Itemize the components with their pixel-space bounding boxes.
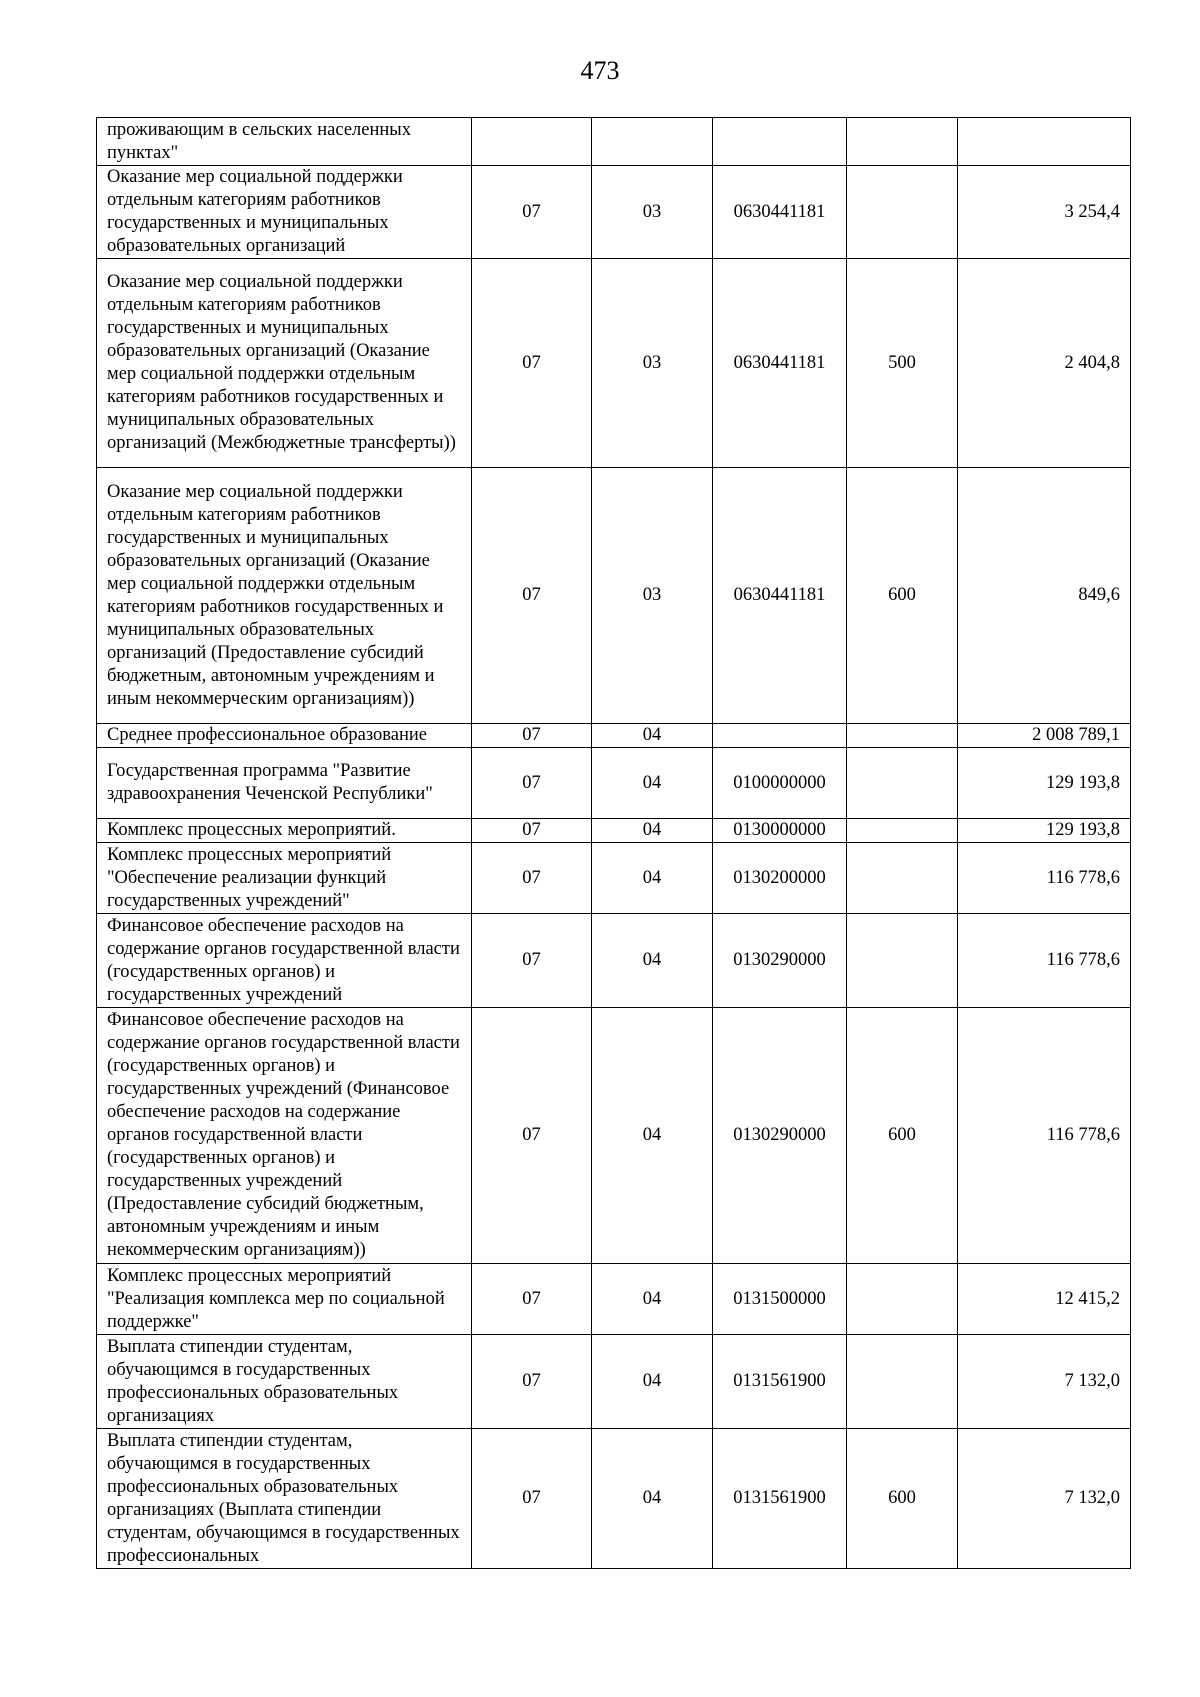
row-target-code-cell: 0131561900 xyxy=(713,1335,847,1429)
row-name-cell: Государственная программа "Развитие здравоохранения Чеченской Республики" xyxy=(97,748,472,819)
row-section-cell: 07 xyxy=(472,819,592,843)
row-expense-type-cell xyxy=(847,843,958,914)
row-expense-type-cell xyxy=(847,748,958,819)
row-amount-cell: 116 778,6 xyxy=(958,843,1131,914)
row-target-code-cell: 0630441181 xyxy=(713,259,847,468)
row-subsection-cell: 04 xyxy=(592,1335,713,1429)
row-section-cell: 07 xyxy=(472,1429,592,1569)
row-subsection-cell xyxy=(592,118,713,166)
row-section-cell: 07 xyxy=(472,1264,592,1335)
row-amount-cell: 849,6 xyxy=(958,468,1131,724)
row-expense-type-cell xyxy=(847,1335,958,1429)
row-subsection-cell: 04 xyxy=(592,914,713,1008)
row-name-cell: Выплата стипендии студентам, обучающимся в государственных профессиональных образовательных организациях (Выплата стипендии студентам, обучающимся в государственных профессиональных xyxy=(97,1429,472,1569)
row-expense-type-cell: 600 xyxy=(847,1008,958,1264)
table-row xyxy=(97,118,1131,166)
row-amount-cell: 7 132,0 xyxy=(958,1335,1131,1429)
row-subsection-cell: 04 xyxy=(592,1429,713,1569)
row-name-cell: Финансовое обеспечение расходов на содержание органов государственной власти (государственных органов) и государственных учреждений xyxy=(97,914,472,1008)
row-expense-type-cell xyxy=(847,118,958,166)
row-subsection-cell: 04 xyxy=(592,819,713,843)
row-name-cell: Оказание мер социальной поддержки отдельным категориям работников государственных и муниципальных образовательных организаций (Оказание мер социальной поддержки отдельным категориям работников государственных и муниципальных образовательных организаций (Предоставление субсидий бюджетным, автономным учреждениям и иным некоммерческим организациям)) xyxy=(97,468,472,724)
row-subsection-cell: 04 xyxy=(592,748,713,819)
row-section-cell: 07 xyxy=(472,1008,592,1264)
row-section-cell: 07 xyxy=(472,166,592,259)
row-subsection-cell: 04 xyxy=(592,724,713,748)
row-amount-cell: 3 254,4 xyxy=(958,166,1131,259)
row-subsection-cell: 03 xyxy=(592,468,713,724)
row-name-cell: Оказание мер социальной поддержки отдельным категориям работников государственных и муниципальных образовательных организаций xyxy=(97,166,472,259)
row-amount-cell: 129 193,8 xyxy=(958,748,1131,819)
row-amount-cell: 116 778,6 xyxy=(958,914,1131,1008)
table-row xyxy=(97,1335,1131,1429)
row-name-cell: Комплекс процессных мероприятий "Реализация комплекса мер по социальной поддержке" xyxy=(97,1264,472,1335)
row-name-cell: Среднее профессиональное образование xyxy=(97,724,472,748)
row-amount-cell: 12 415,2 xyxy=(958,1264,1131,1335)
table-row xyxy=(97,914,1131,1008)
row-target-code-cell: 0130200000 xyxy=(713,843,847,914)
table-row xyxy=(97,724,1131,748)
page-number: 473 xyxy=(580,56,620,85)
row-expense-type-cell xyxy=(847,914,958,1008)
table-row xyxy=(97,166,1131,259)
row-name-cell: Выплата стипендии студентам, обучающимся в государственных профессиональных образовательных организациях xyxy=(97,1335,472,1429)
row-target-code-cell xyxy=(713,118,847,166)
row-target-code-cell: 0130290000 xyxy=(713,914,847,1008)
row-section-cell: 07 xyxy=(472,724,592,748)
row-section-cell xyxy=(472,118,592,166)
row-expense-type-cell: 600 xyxy=(847,468,958,724)
row-subsection-cell: 04 xyxy=(592,843,713,914)
table-row xyxy=(97,259,1131,468)
row-section-cell: 07 xyxy=(472,843,592,914)
row-section-cell: 07 xyxy=(472,748,592,819)
row-amount-cell: 2 404,8 xyxy=(958,259,1131,468)
table-row xyxy=(97,1008,1131,1264)
row-target-code-cell: 0130000000 xyxy=(713,819,847,843)
row-subsection-cell: 04 xyxy=(592,1008,713,1264)
row-expense-type-cell: 500 xyxy=(847,259,958,468)
row-section-cell: 07 xyxy=(472,1335,592,1429)
row-name-cell: Комплекс процессных мероприятий "Обеспечение реализации функций государственных учреждений" xyxy=(97,843,472,914)
row-section-cell: 07 xyxy=(472,914,592,1008)
row-name-cell: Оказание мер социальной поддержки отдельным категориям работников государственных и муниципальных образовательных организаций (Оказание мер социальной поддержки отдельным категориям работников государственных и муниципальных образовательных организаций (Межбюджетные трансферты)) xyxy=(97,259,472,468)
row-target-code-cell: 0630441181 xyxy=(713,166,847,259)
row-amount-cell: 116 778,6 xyxy=(958,1008,1131,1264)
row-section-cell: 07 xyxy=(472,259,592,468)
row-amount-cell: 2 008 789,1 xyxy=(958,724,1131,748)
budget-table xyxy=(96,117,1131,1569)
row-target-code-cell: 0131561900 xyxy=(713,1429,847,1569)
row-expense-type-cell xyxy=(847,819,958,843)
row-expense-type-cell xyxy=(847,1264,958,1335)
row-subsection-cell: 04 xyxy=(592,1264,713,1335)
table-row xyxy=(97,748,1131,819)
row-target-code-cell xyxy=(713,724,847,748)
row-section-cell: 07 xyxy=(472,468,592,724)
table-row xyxy=(97,819,1131,843)
table-row xyxy=(97,468,1131,724)
row-expense-type-cell xyxy=(847,724,958,748)
budget-table-body xyxy=(97,118,1131,1569)
row-subsection-cell: 03 xyxy=(592,259,713,468)
row-expense-type-cell: 600 xyxy=(847,1429,958,1569)
row-target-code-cell: 0100000000 xyxy=(713,748,847,819)
row-amount-cell xyxy=(958,118,1131,166)
row-amount-cell: 129 193,8 xyxy=(958,819,1131,843)
row-target-code-cell: 0130290000 xyxy=(713,1008,847,1264)
row-expense-type-cell xyxy=(847,166,958,259)
row-name-cell: Комплекс процессных мероприятий. xyxy=(97,819,472,843)
row-name-cell: Финансовое обеспечение расходов на содержание органов государственной власти (государственных органов) и государственных учреждений (Финансовое обеспечение расходов на содержание органов государственной власти (государственных органов) и государственных учреждений (Предоставление субсидий бюджетным, автономным учреждениям и иным некоммерческим организациям)) xyxy=(97,1008,472,1264)
table-row xyxy=(97,843,1131,914)
row-amount-cell: 7 132,0 xyxy=(958,1429,1131,1569)
row-name-cell: проживающим в сельских населенных пунктах" xyxy=(97,118,472,166)
row-subsection-cell: 03 xyxy=(592,166,713,259)
table-row xyxy=(97,1429,1131,1569)
table-row xyxy=(97,1264,1131,1335)
row-target-code-cell: 0630441181 xyxy=(713,468,847,724)
row-target-code-cell: 0131500000 xyxy=(713,1264,847,1335)
